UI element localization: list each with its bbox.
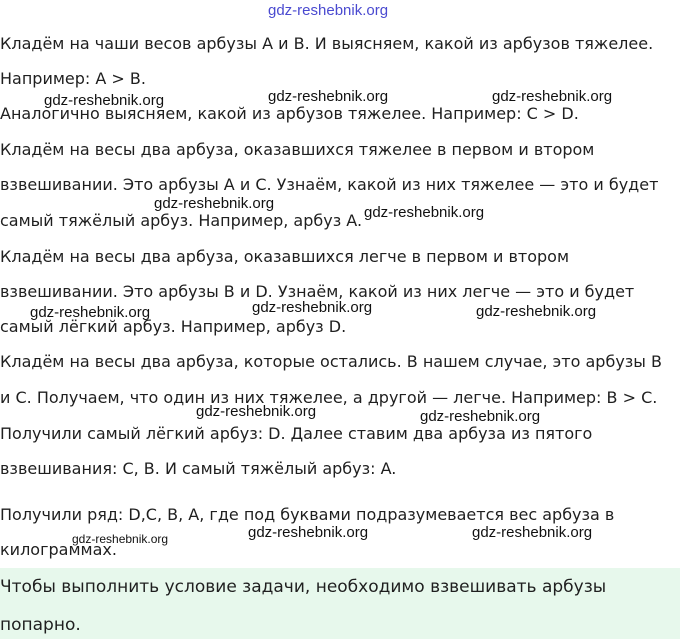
- watermark: gdz-reshebnik.org: [364, 204, 485, 221]
- watermark: gdz-reshebnik.org: [196, 403, 317, 420]
- watermark: gdz-reshebnik.org: [72, 532, 169, 546]
- watermark: gdz-reshebnik.org: [30, 304, 151, 321]
- watermark: gdz-reshebnik.org: [248, 524, 369, 541]
- text-line-12: Получили самый лёгкий арбуз: D. Далее ставим два арбуза из пятого: [0, 424, 593, 443]
- text-line-8: взвешивании. Это арбузы B и D. Узнаём, какой из них легче — это и будет: [0, 282, 635, 301]
- watermark: gdz-reshebnik.org: [492, 88, 613, 105]
- watermark: gdz-reshebnik.org: [268, 88, 389, 105]
- watermark: gdz-reshebnik.org: [252, 299, 373, 316]
- watermark-top: gdz-reshebnik.org: [268, 2, 389, 19]
- text-line-5: взвешивании. Это арбузы A и C. Узнаём, какой из них тяжелее — это и будет: [0, 175, 659, 194]
- watermark: gdz-reshebnik.org: [420, 408, 541, 425]
- text-line-3: Аналогично выясняем, какой из арбузов тяжелее. Например: C > D.: [0, 104, 579, 123]
- text-line-1: Кладём на чаши весов арбузы A и B. И выясняем, какой из арбузов тяжелее.: [0, 34, 654, 53]
- text-line-7: Кладём на весы два арбуза, оказавшихся легче в первом и втором: [0, 247, 570, 266]
- text-line-10: Кладём на весы два арбуза, которые остались. В нашем случае, это арбузы B: [0, 352, 662, 371]
- watermark: gdz-reshebnik.org: [472, 524, 593, 541]
- text-line-13: взвешивания: C, B. И самый тяжёлый арбуз: A.: [0, 459, 397, 478]
- text-line-4: Кладём на весы два арбуза, оказавшихся тяжелее в первом и втором: [0, 140, 595, 159]
- text-line-9: самый лёгкий арбуз. Например, арбуз D.: [0, 317, 347, 336]
- conclusion-line-2: попарно.: [0, 615, 81, 635]
- watermark: gdz-reshebnik.org: [44, 92, 165, 109]
- text-line-15: килограммах.: [0, 540, 117, 559]
- watermark: gdz-reshebnik.org: [154, 195, 275, 212]
- text-line-6: самый тяжёлый арбуз. Например, арбуз A.: [0, 211, 363, 230]
- text-line-14: Получили ряд: D,C, B, A, где под буквами подразумевается вес арбуза в: [0, 505, 615, 524]
- text-line-2: Например: A > B.: [0, 69, 146, 88]
- conclusion-line-1: Чтобы выполнить условие задачи, необходимо взвешивать арбузы: [0, 577, 607, 597]
- text-line-11: и C. Получаем, что один из них тяжелее, а другой — легче. Например: B > C.: [0, 388, 658, 407]
- watermark: gdz-reshebnik.org: [476, 303, 597, 320]
